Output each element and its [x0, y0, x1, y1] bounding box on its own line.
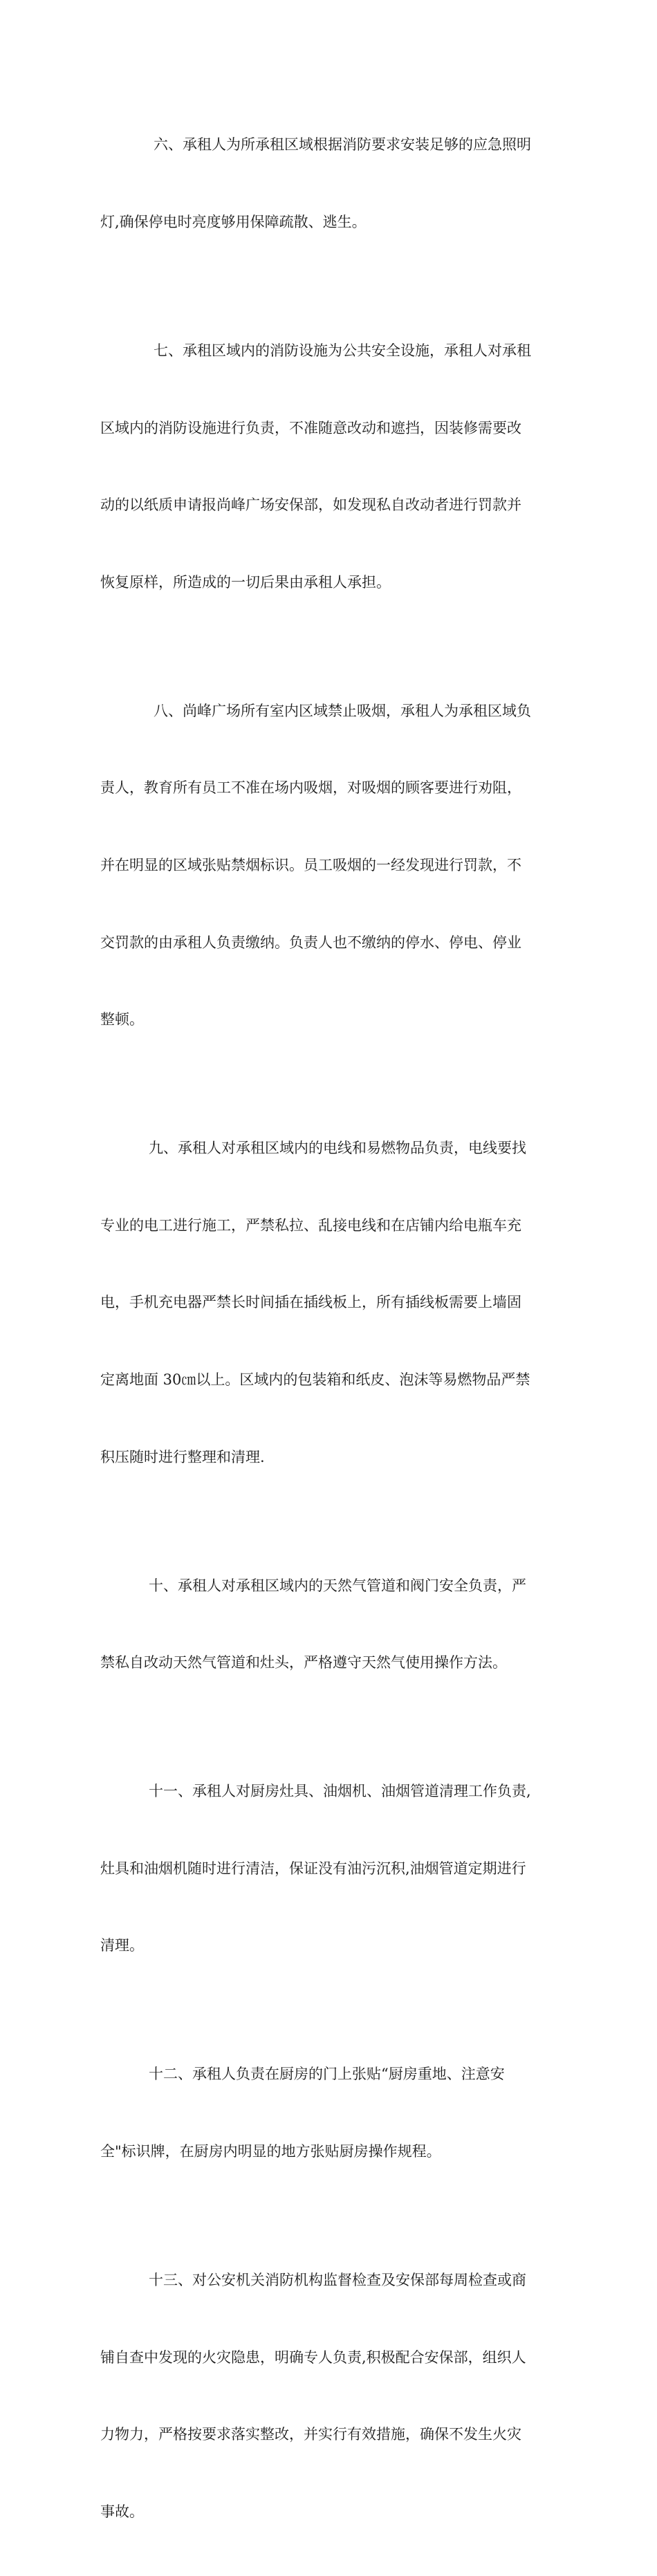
text-line: 积压随时进行整理和清理.: [100, 1445, 560, 1470]
text-line: 十一、承租人对厨房灶具、油烟机、油烟管道清理工作负责,: [100, 1779, 560, 1804]
text-line: 九、承租人对承租区域内的电线和易燃物品负责，电线要找: [100, 1136, 560, 1161]
text-line: 铺自查中发现的火灾隐患，明确专人负责,积极配合安保部，组织人: [100, 2345, 560, 2371]
document-body: [100, 81, 560, 2576]
paragraph-6: [100, 81, 560, 287]
text-line: 十二、承租人负责在厨房的门上张贴“厨房重地、注意安: [100, 2061, 560, 2087]
text-line: 事故。: [100, 2499, 560, 2525]
text-line: 清理。: [100, 1933, 560, 1958]
text-line: 并在明显的区域张贴禁烟标识。员工吸烟的一经发现进行罚款，不: [100, 853, 560, 878]
paragraph-7: [100, 287, 560, 647]
paragraph-13: [100, 2216, 560, 2576]
paragraph-12: [100, 2010, 560, 2216]
paragraph-9: [100, 1084, 560, 1521]
text-line: 动的以纸质申请报尚峰广场安保部，如发现私自改动者进行罚款并: [100, 492, 560, 518]
text-line: 区域内的消防设施进行负责，不准随意改动和遮挡，因装修需要改: [100, 416, 560, 441]
paragraph-8: [100, 647, 560, 1084]
document-page: [0, 0, 657, 929]
text-line: 全"标识牌，在厨房内明显的地方张贴厨房操作规程。: [100, 2139, 560, 2165]
text-line: 恢复原样，所造成的一切后果由承租人承担。: [100, 570, 560, 595]
text-line: 整顿。: [100, 1007, 560, 1032]
text-line: 交罚款的由承租人负责缴纳。负责人也不缴纳的停水、停电、停业: [100, 930, 560, 956]
paragraph-11: [100, 1727, 560, 2010]
text-line: 电，手机充电器严禁长时间插在插线板上，所有插线板需要上墙固: [100, 1290, 560, 1315]
text-line: 定离地面 30㎝以上。区域内的包装箱和纸皮、泡沫等易燃物品严禁: [100, 1367, 560, 1393]
paragraph-10: [100, 1521, 560, 1727]
text-line: 灶具和油烟机随时进行清洁，保证没有油污沉积,油烟管道定期进行: [100, 1856, 560, 1882]
text-line: 专业的电工进行施工，严禁私拉、乱接电线和在店铺内给电瓶车充: [100, 1213, 560, 1239]
text-line: 十、承租人对承租区域内的天然气管道和阀门安全负责，严: [100, 1573, 560, 1599]
text-line: 七、承租区域内的消防设施为公共安全设施，承租人对承租: [100, 338, 560, 364]
text-line: 六、承租人为所承租区域根据消防要求安装足够的应急照明: [100, 132, 560, 158]
text-line: 灯,确保停电时亮度够用保障疏散、逃生。: [100, 210, 560, 235]
text-line: 禁私自改动天然气管道和灶头，严格遵守天然气使用操作方法。: [100, 1650, 560, 1676]
text-line: 八、尚峰广场所有室内区域禁止吸烟，承租人为承租区域负: [100, 698, 560, 724]
text-line: 十三、对公安机关消防机构监督检查及安保部每周检查或商: [100, 2268, 560, 2293]
text-line: 力物力，严格按要求落实整改，并实行有效措施，确保不发生火灾: [100, 2422, 560, 2447]
text-line: 责人，教育所有员工不准在场内吸烟，对吸烟的顾客要进行劝阻，: [100, 775, 560, 801]
